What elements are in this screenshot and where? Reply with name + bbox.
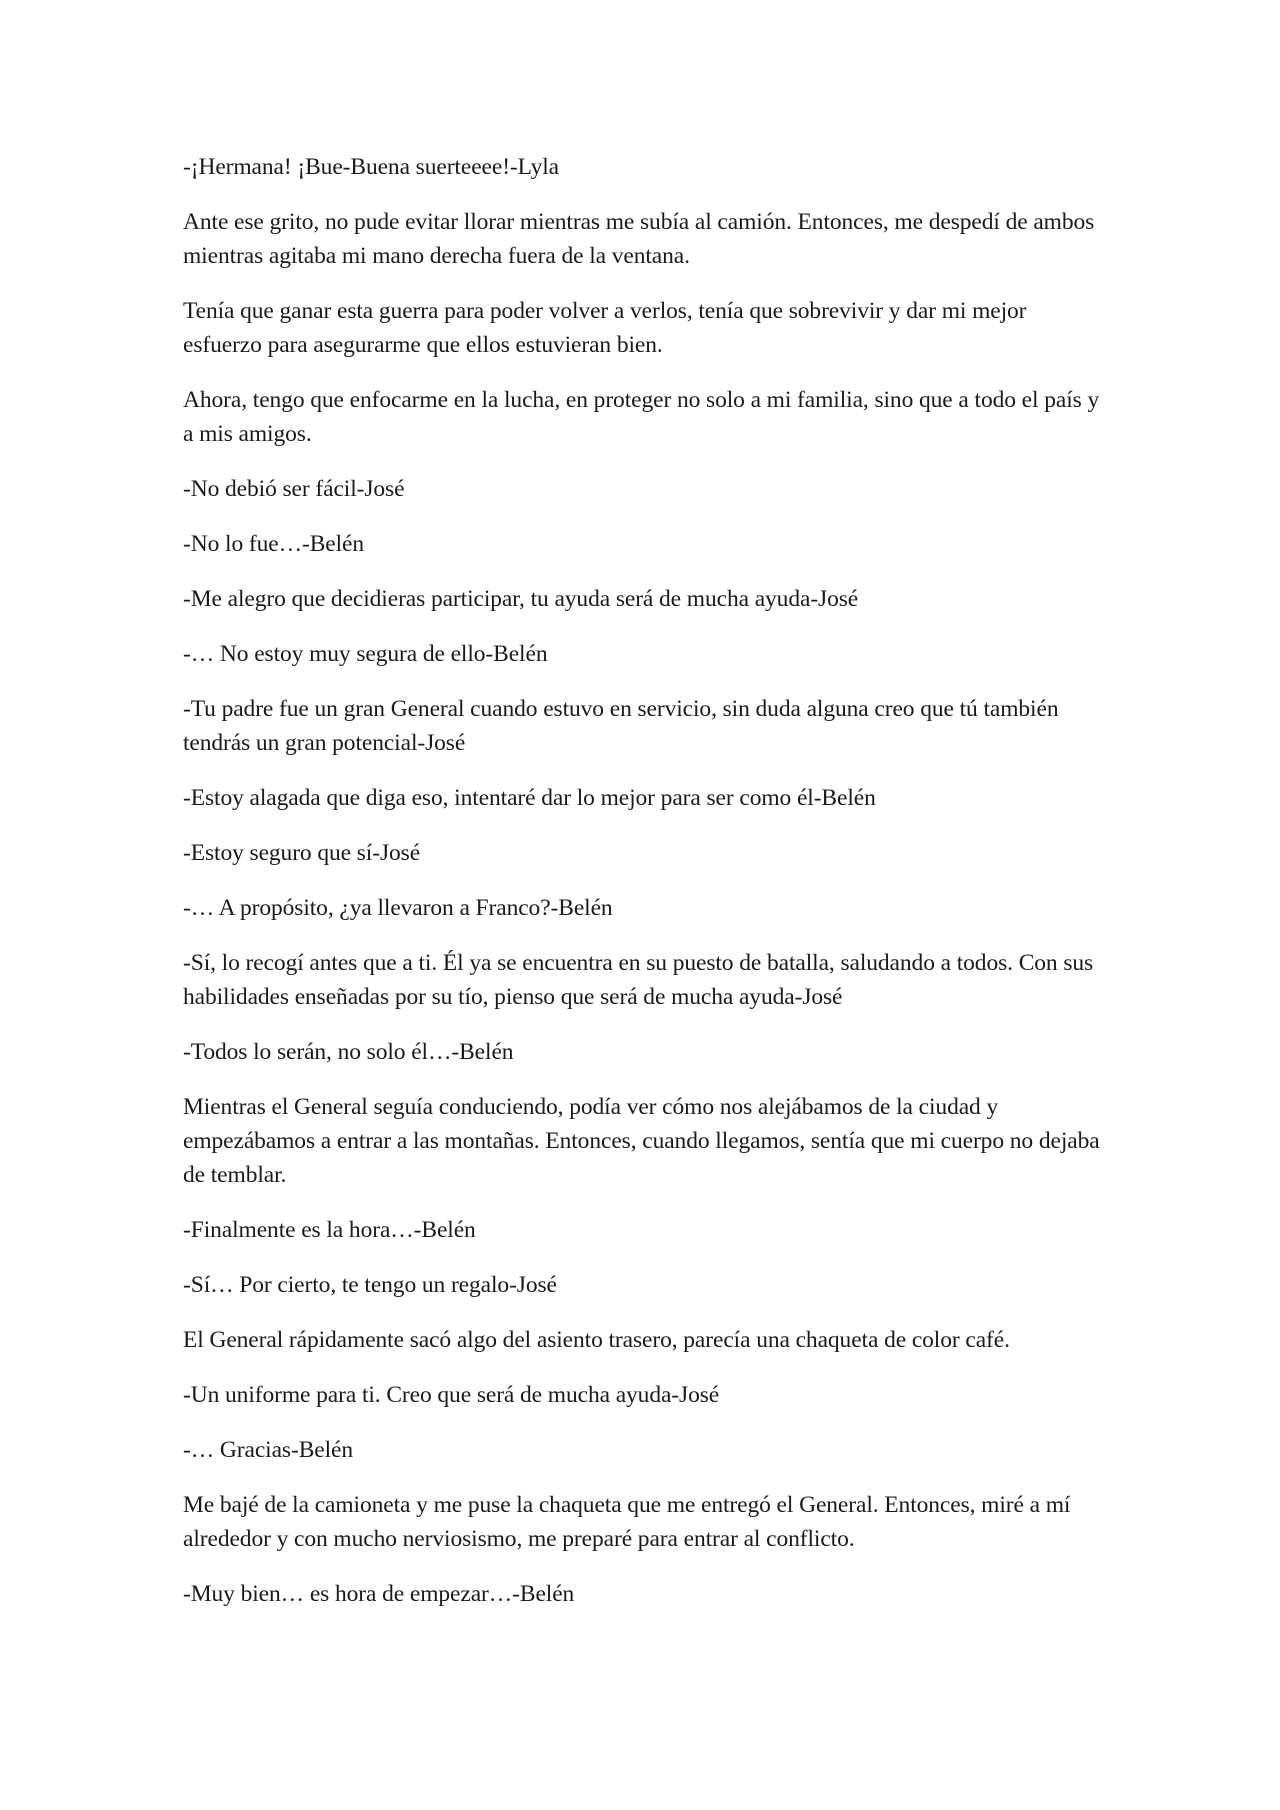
narrative-paragraph: Ahora, tengo que enfocarme en la lucha, en proteger no solo a mi familia, sino que a todo el país y a mis amigos. [183,387,1100,447]
dialogue-line: -Estoy seguro que sí-José [183,840,421,866]
dialogue-line: -… Gracias-Belén [183,1437,354,1463]
dialogue-line: -Un uniforme para ti. Creo que será de mucha ayuda-José [183,1382,720,1408]
dialogue-line: -… A propósito, ¿ya llevaron a Franco?-Belén [183,895,613,921]
narrative-paragraph: El General rápidamente sacó algo del asiento trasero, parecía una chaqueta de color café. [183,1327,1010,1353]
dialogue-line: -… No estoy muy segura de ello-Belén [183,641,548,667]
dialogue-line: -Tu padre fue un gran General cuando estuvo en servicio, sin duda alguna creo que tú también tendrás un gran potencial-José [183,696,1059,756]
dialogue-line: -Finalmente es la hora…-Belén [183,1217,476,1243]
dialogue-line: -Sí, lo recogí antes que a ti. Él ya se encuentra en su puesto de batalla, saludando a todos. Con sus habilidades enseñadas por su tío, pienso que será de mucha ayuda-José [183,950,1094,1010]
dialogue-line: -Muy bien… es hora de empezar…-Belén [183,1581,575,1607]
dialogue-line: -Me alegro que decidieras participar, tu ayuda será de mucha ayuda-José [183,586,859,612]
narrative-paragraph: Me bajé de la camioneta y me puse la chaqueta que me entregó el General. Entonces, miré a mí alrededor y con mucho nerviosismo, me preparé para entrar al conflicto. [183,1492,1071,1552]
dialogue-line: -Todos lo serán, no solo él…-Belén [183,1039,514,1065]
dialogue-line: -¡Hermana! ¡Bue-Buena suerteeee!-Lyla [183,154,560,180]
narrative-paragraph: Ante ese grito, no pude evitar llorar mientras me subía al camión. Entonces, me despedí de ambos mientras agitaba mi mano derecha fuera de la ventana. [183,209,1095,269]
narrative-paragraph: Mientras el General seguía conduciendo, podía ver cómo nos alejábamos de la ciudad y empezábamos a entrar a las montañas. Entonces, cuando llegamos, sentía que mi cuerpo no dejaba de temblar. [183,1094,1100,1188]
document-body [183,150,1103,1632]
dialogue-line: -Sí… Por cierto, te tengo un regalo-José [183,1272,557,1298]
dialogue-line: -Estoy alagada que diga eso, intentaré dar lo mejor para ser como él-Belén [183,785,876,811]
dialogue-line: -No lo fue…-Belén [183,531,365,557]
narrative-paragraph: Tenía que ganar esta guerra para poder volver a verlos, tenía que sobrevivir y dar mi mejor esfuerzo para asegurarme que ellos estuvieran bien. [183,298,1027,358]
dialogue-line: -No debió ser fácil-José [183,476,405,502]
